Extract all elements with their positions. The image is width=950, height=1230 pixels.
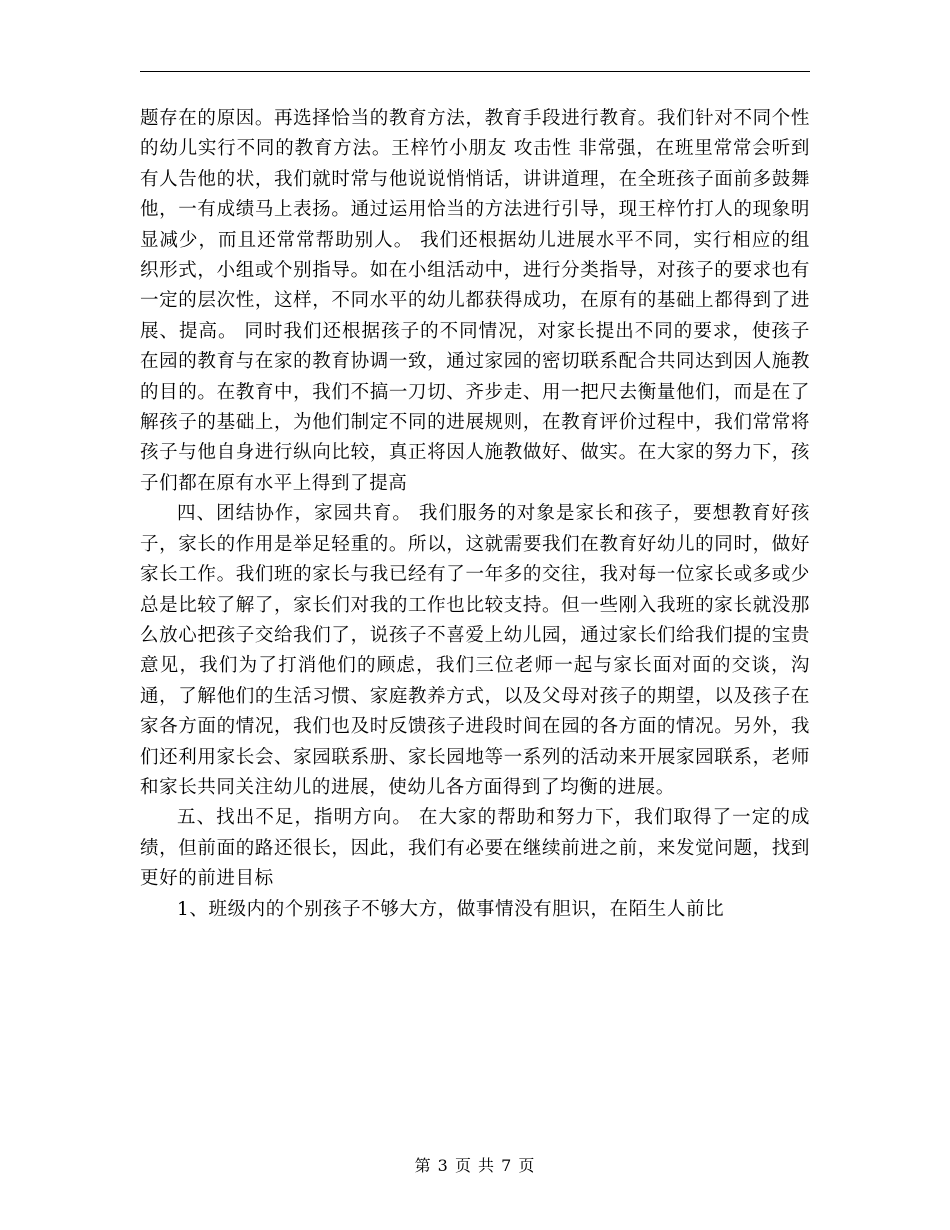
page-number-footer: 第 3 页 共 7 页 [414,1156,536,1175]
header-rule [140,71,810,72]
paragraph-section-five: 五、找出不足，指明方向。 在大家的帮助和努力下，我们取得了一定的成绩，但前面的路还很长，因此，我们有必要在继续前进之前，来发觉问题，找到更好的前进目标 [140,807,810,890]
paragraph-section-four: 四、团结协作，家园共育。 我们服务的对象是家长和孩子，要想教育好孩子，家长的作用是举足轻重的。所以，这就需要我们在教育好幼儿的同时，做好家长工作。我们班的家长与我已经有了一年多的交往，我对每一位家长或多或少总是比较了解了，家长们对我的工作也比较支持。但一些刚入我班的家长就没那么放心把孩子交给我们了，说孩子不喜爱上幼儿园，通过家长们给我们提的宝贵意见，我们为了打消他们的顾虑，我们三位老师一起与家长面对面的交谈，沟通，了解他们的生活习惯、家庭教养方式，以及父母对孩子的期望，以及孩子在家各方面的情况，我们也及时反馈孩子进段时间在园的各方面的情况。另外，我们还利用家长会、家园联系册、家长园地等一系列的活动来开展家园联系，老师和家长共同关注幼儿的进展，使幼儿各方面得到了均衡的进展。 [140,503,810,798]
paragraph-continuation: 题存在的原因。再选择恰当的教育方法，教育手段进行教育。我们针对不同个性的幼儿实行不同的教育方法。王梓竹小朋友 攻击性 非常强，在班里常常会听到有人告他的状，我们就时常与他说说悄悄话，讲讲道理，在全班孩子面前多鼓舞他，一有成绩马上表扬。通过运用恰当的方法进行引导，现王梓竹打人的现象明显减少，而且还常常帮助别人。 我们还根据幼儿进展水平不同，实行相应的组织形式，小组或个别指导。如在小组活动中，进行分类指导，对孩子的要求也有一定的层次性，这样，不同水平的幼儿都获得成功，在原有的基础上都得到了进展、提高。 同时我们还根据孩子的不同情况，对家长提出不同的要求，使孩子在园的教育与在家的教育协调一致，通过家园的密切联系配合共同达到因人施教的目的。在教育中，我们不搞一刀切、齐步走、用一把尺去衡量他们，而是在了解孩子的基础上，为他们制定不同的进展规则，在教育评价过程中，我们常常将孩子与他自身进行纵向比较，真正将因人施教做好、做实。在大家的努力下，孩子们都在原有水平上得到了提高 [140,108,810,494]
body-text [140,104,810,925]
paragraph-item-one: 1、班级内的个别孩子不够大方，做事情没有胆识，在陌生人前比 [177,898,725,920]
